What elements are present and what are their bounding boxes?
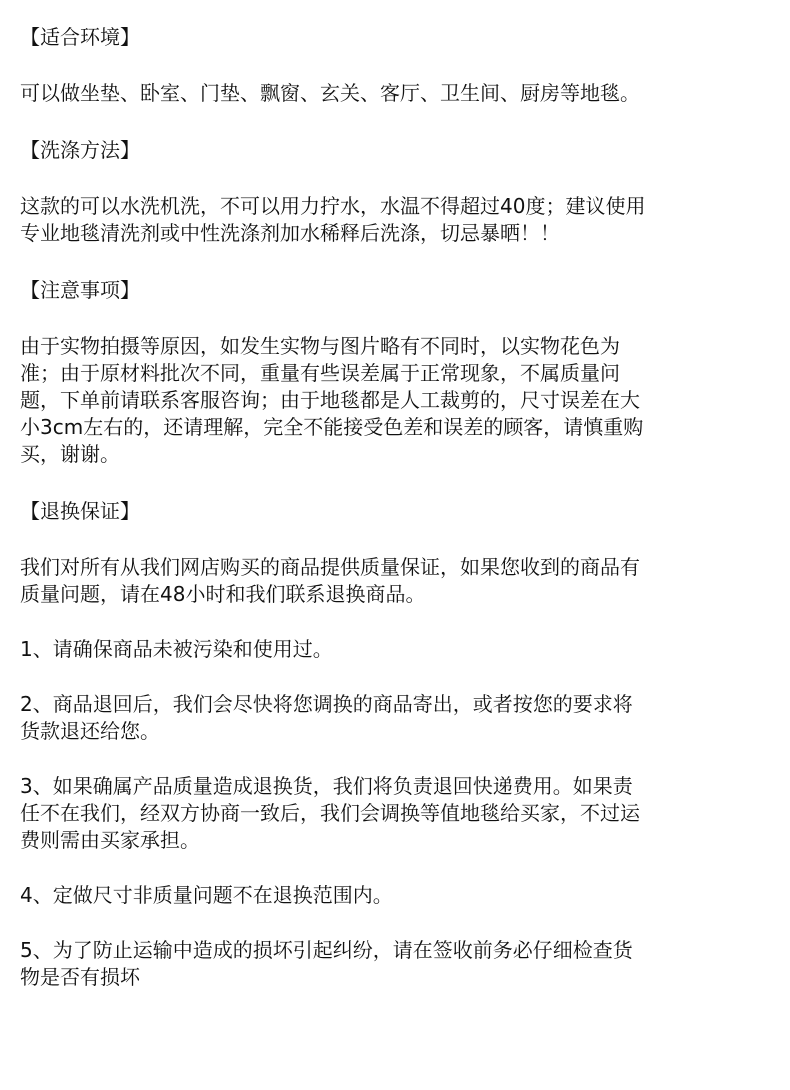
notes-paragraph [20, 333, 772, 468]
text-line: 5、为了防止运输中造成的损坏引起纠纷，请在签收前务必仔细检查货 [20, 938, 633, 962]
section-heading-washing: 【洗涤方法】 [20, 138, 140, 162]
washing-paragraph [20, 193, 772, 247]
section-heading-returns: 【退换保证】 [20, 499, 140, 523]
returns-item-3 [20, 773, 772, 854]
text-line: 小3cm左右的，还请理解，完全不能接受色差和误差的顾客，请慎重购 [20, 415, 644, 439]
text-line: 4、定做尺寸非质量问题不在退换范围内。 [20, 883, 393, 907]
environment-paragraph [20, 80, 772, 107]
text-line: 2、商品退回后，我们会尽快将您调换的商品寄出，或者按您的要求将 [20, 692, 633, 716]
document [20, 22, 772, 1019]
text-line: 任不在我们，经双方协商一致后，我们会调换等值地毯给买家，不过运 [20, 801, 640, 825]
returns-intro-paragraph [20, 554, 772, 608]
returns-item-5 [20, 937, 772, 991]
section-heading-environment: 【适合环境】 [20, 25, 140, 49]
text-line: 3、如果确属产品质量造成退换货，我们将负责退回快递费用。如果责 [20, 774, 633, 798]
text-line: 货款退还给您。 [20, 719, 160, 743]
text-line: 准；由于原材料批次不同，重量有些误差属于正常现象，不属质量问 [20, 361, 620, 385]
text-line: 可以做坐垫、卧室、门垫、飘窗、玄关、客厅、卫生间、厨房等地毯。 [20, 81, 640, 105]
text-line: 我们对所有从我们网店购买的商品提供质量保证，如果您收到的商品有 [20, 555, 640, 579]
text-line: 物是否有损坏 [20, 965, 140, 989]
returns-item-1 [20, 636, 772, 663]
text-line: 这款的可以水洗机洗，不可以用力拧水，水温不得超过40度；建议使用 [20, 194, 646, 218]
returns-item-4 [20, 882, 772, 909]
text-line: 由于实物拍摄等原因，如发生实物与图片略有不同时，以实物花色为 [20, 334, 620, 358]
text-line: 质量问题，请在48小时和我们联系退换商品。 [20, 582, 426, 606]
returns-item-2 [20, 691, 772, 745]
text-line: 1、请确保商品未被污染和使用过。 [20, 637, 333, 661]
text-line: 费则需由买家承担。 [20, 828, 200, 852]
text-line: 专业地毯清洗剂或中性洗涤剂加水稀释后洗涤，切忌暴晒！！ [20, 221, 560, 245]
section-heading-notes: 【注意事项】 [20, 278, 140, 302]
text-line: 题，下单前请联系客服咨询；由于地毯都是人工裁剪的，尺寸误差在大 [20, 388, 640, 412]
text-line: 买，谢谢。 [20, 442, 120, 466]
